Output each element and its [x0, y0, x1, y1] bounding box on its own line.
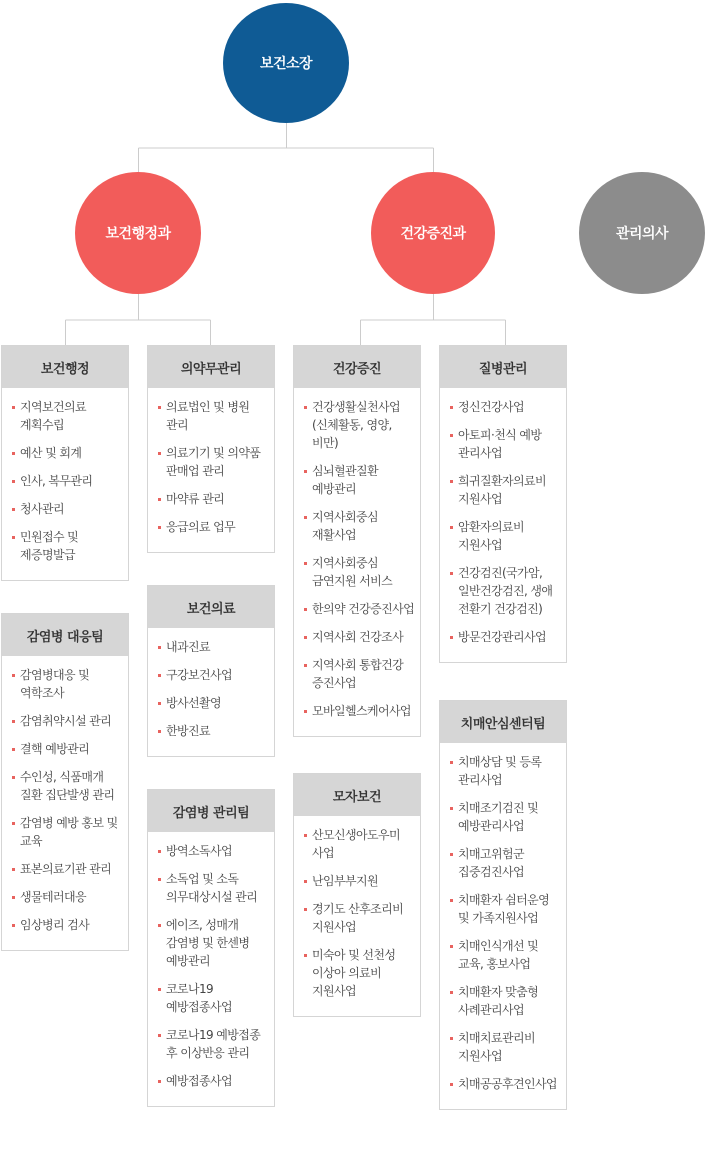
duty-item: 감염취약시설 관리 — [20, 712, 124, 730]
duty-item: 치매환자 맞춤형 사례관리사업 — [458, 983, 562, 1019]
duty-item: 응급의료 업무 — [166, 518, 270, 536]
team-box — [1, 345, 129, 581]
team-box — [1, 613, 129, 951]
duty-item: 치매치료관리비 지원사업 — [458, 1029, 562, 1065]
duty-item: 치매인식개선 및 교육, 홍보사업 — [458, 937, 562, 973]
duty-item: 치매조기검진 및 예방관리사업 — [458, 799, 562, 835]
duty-item: 감염병 예방 홍보 및 교육 — [20, 814, 124, 850]
duty-item: 암환자의료비 지원사업 — [458, 518, 562, 554]
duty-item: 방사선촬영 — [166, 694, 270, 712]
duty-list — [148, 628, 274, 756]
duty-item: 치매공공후견인사업 — [458, 1075, 562, 1093]
duty-item: 에이즈, 성매개 감염병 및 한센병 예방관리 — [166, 916, 270, 970]
duty-item: 한의약 건강증진사업 — [312, 602, 415, 616]
duty-item: 표본의료기관 관리 — [20, 860, 124, 878]
duty-item: 치매고위험군 집중검진사업 — [458, 845, 562, 881]
duty-item: 청사관리 — [20, 500, 124, 518]
duty-item: 지역보건의료 계획수립 — [20, 398, 124, 434]
division-admin-node — [75, 172, 201, 294]
duty-item: 희귀질환자의료비 지원사업 — [458, 472, 562, 508]
duty-item: 미숙아 및 선천성 이상아 의료비 지원사업 — [312, 946, 416, 1000]
team-box — [147, 789, 275, 1107]
director-label: 보건소장 — [259, 56, 313, 72]
duty-item: 방역소독사업 — [166, 842, 270, 860]
duty-item: 예산 및 회계 — [20, 444, 124, 462]
duty-item: 경기도 산후조리비 지원사업 — [312, 900, 416, 936]
team-title: 감염병 관리팀 — [148, 790, 274, 832]
duty-item: 인사, 복무관리 — [20, 472, 124, 490]
duty-item: 의료기기 및 의약품 판매업 관리 — [166, 444, 270, 480]
duty-item: 방문건강관리사업 — [458, 628, 562, 646]
duty-item: 지역사회 건강조사 — [312, 628, 416, 646]
team-box — [147, 585, 275, 757]
duty-item: 민원접수 및 제증명발급 — [20, 528, 124, 564]
team-title: 보건행정 — [2, 346, 128, 388]
duty-item: 치매상담 및 등록 관리사업 — [458, 753, 562, 789]
duty-item: 생물테러대응 — [20, 888, 124, 906]
managing-doctor-node — [579, 172, 705, 294]
duty-item: 지역사회중심 재활사업 — [312, 508, 416, 544]
director-node — [223, 3, 349, 123]
division-health-node — [371, 172, 495, 294]
team-title: 질병관리 — [440, 346, 566, 388]
team-title: 건강증진 — [294, 346, 420, 388]
duty-item: 심뇌혈관질환 예방관리 — [312, 462, 416, 498]
duty-item: 감염병대응 및 역학조사 — [20, 666, 124, 702]
team-box — [293, 773, 421, 1017]
duty-item: 한방진료 — [166, 722, 270, 740]
team-box — [439, 345, 567, 663]
duty-item: 모바일헬스케어사업 — [312, 702, 416, 720]
team-title: 모자보건 — [294, 774, 420, 816]
team-title: 감염병 대응팀 — [2, 614, 128, 656]
duty-item: 코로나19 예방접종 후 이상반응 관리 — [166, 1026, 270, 1062]
duty-item: 코로나19 예방접종사업 — [166, 980, 270, 1016]
duty-list — [2, 388, 128, 580]
duty-list — [294, 388, 420, 736]
duty-item: 마약류 관리 — [166, 490, 270, 508]
managing-doctor-label: 관리의사 — [615, 226, 669, 242]
duty-item: 임상병리 검사 — [20, 916, 124, 934]
duty-item: 지역사회중심 금연지원 서비스 — [312, 554, 416, 590]
duty-list — [294, 816, 420, 1016]
team-box — [147, 345, 275, 553]
duty-item: 의료법인 및 병원 관리 — [166, 398, 270, 434]
division-health-label: 건강증진과 — [400, 226, 466, 242]
division-admin-label: 보건행정과 — [105, 226, 171, 242]
duty-item: 건강검진(국가암, 일반건강검진, 생애 전환기 건강검진) — [458, 564, 562, 618]
duty-list — [440, 388, 566, 662]
duty-list — [440, 743, 566, 1109]
duty-item: 내과진료 — [166, 638, 270, 656]
duty-item: 지역사회 통합건강 증진사업 — [312, 656, 416, 692]
duty-list — [148, 388, 274, 552]
duty-item: 수인성, 식품매개 질환 집단발생 관리 — [20, 768, 124, 804]
duty-item: 정신건강사업 — [458, 398, 562, 416]
duty-list — [148, 832, 274, 1106]
team-title: 보건의료 — [148, 586, 274, 628]
duty-item: 아토피·천식 예방 관리사업 — [458, 426, 562, 462]
team-title: 치매안심센터팀 — [440, 701, 566, 743]
team-title: 의약무관리 — [148, 346, 274, 388]
duty-item: 치매환자 쉼터운영 및 가족지원사업 — [458, 891, 562, 927]
duty-list — [2, 656, 128, 950]
duty-item: 결핵 예방관리 — [20, 740, 124, 758]
duty-item: 산모신생아도우미 사업 — [312, 826, 416, 862]
team-box — [439, 700, 567, 1110]
team-box — [293, 345, 421, 737]
duty-item: 건강생활실천사업 (신체활동, 영양, 비만) — [312, 398, 416, 452]
duty-item: 구강보건사업 — [166, 666, 270, 684]
duty-item: 소독업 및 소독 의무대상시설 관리 — [166, 870, 270, 906]
duty-item: 예방접종사업 — [166, 1072, 270, 1090]
duty-item: 난임부부지원 — [312, 872, 416, 890]
